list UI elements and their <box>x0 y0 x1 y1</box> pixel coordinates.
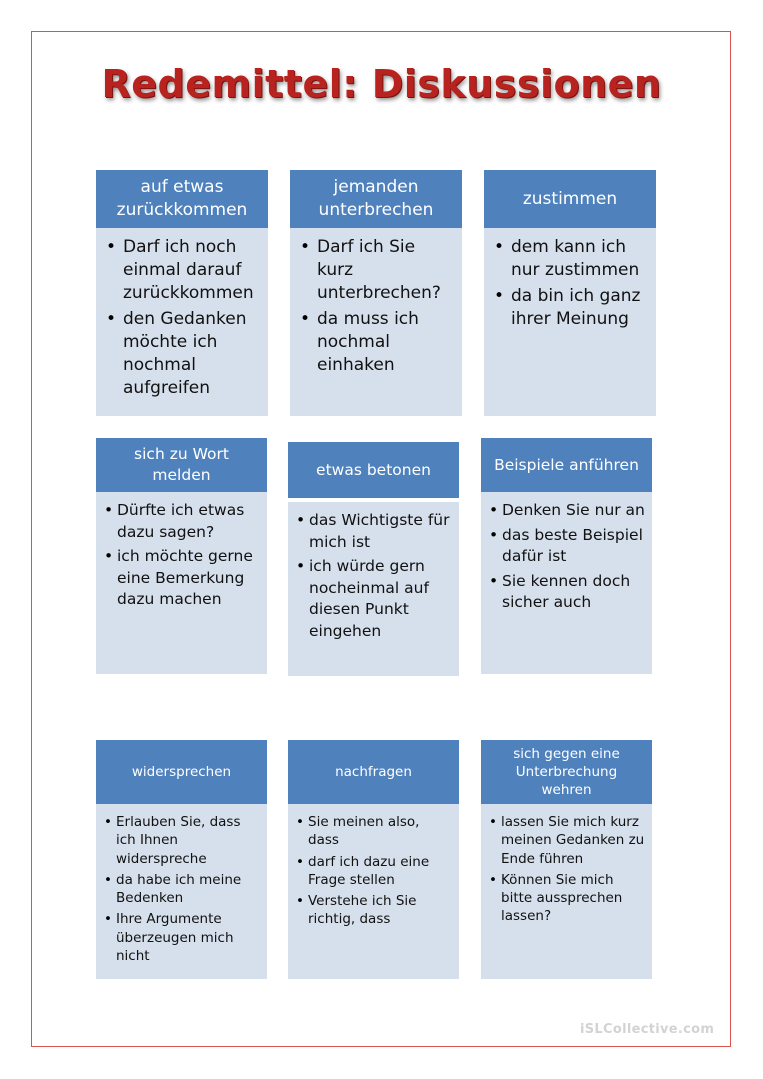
phrase-item: • ich würde gern nocheinmal auf diesen Punkt eingehen <box>309 556 453 642</box>
phrase-item: • darf ich dazu eine Frage stellen <box>308 853 453 890</box>
card-heading: zustimmen <box>484 170 656 228</box>
card-body <box>288 804 459 979</box>
card-body <box>96 804 267 979</box>
card-body <box>481 492 652 674</box>
phrase-item: • ich möchte gerne eine Bemerkung dazu machen <box>117 546 261 611</box>
card-widersprechen <box>96 740 267 979</box>
phrase-item: • Erlauben Sie, dass ich Ihnen widerspreche <box>116 813 261 868</box>
card-heading: auf etwas zurückkommen <box>96 170 268 228</box>
site-watermark: iSLCollective.com <box>580 1022 715 1037</box>
phrase-item: • Darf ich Sie kurz unterbrechen? <box>317 236 456 305</box>
phrase-item: • Darf ich noch einmal darauf zurückkommen <box>123 236 262 305</box>
phrase-item: • Dürfte ich etwas dazu sagen? <box>117 500 261 543</box>
phrase-item: • lassen Sie mich kurz meinen Gedanken zu Ende führen <box>501 813 646 868</box>
phrase-item: • dem kann ich nur zustimmen <box>511 236 650 282</box>
card-etwas-betonen <box>288 442 459 676</box>
card-body <box>484 228 656 416</box>
card-auf-etwas-zurueckkommen <box>96 170 268 416</box>
phrase-item: • das Wichtigste für mich ist <box>309 510 453 553</box>
card-heading: nachfragen <box>288 740 459 804</box>
card-body <box>290 228 462 416</box>
card-heading: sich gegen eine Unterbrechung wehren <box>481 740 652 804</box>
phrase-item: • den Gedanken möchte ich nochmal aufgreifen <box>123 308 262 400</box>
phrase-item: • da habe ich meine Bedenken <box>116 871 261 908</box>
phrase-item: • Denken Sie nur an <box>502 500 646 522</box>
phrase-item: • Sie meinen also, dass <box>308 813 453 850</box>
phrase-item: • Können Sie mich bitte aussprechen lassen? <box>501 871 646 926</box>
card-sich-zu-wort-melden <box>96 438 267 674</box>
card-nachfragen <box>288 740 459 979</box>
card-body <box>481 804 652 979</box>
card-heading: widersprechen <box>96 740 267 804</box>
phrase-item: • Verstehe ich Sie richtig, dass <box>308 892 453 929</box>
card-body <box>96 492 267 674</box>
card-heading: Beispiele anführen <box>481 438 652 492</box>
card-body <box>288 502 459 676</box>
card-heading: jemanden unterbrechen <box>290 170 462 228</box>
phrase-item: • Ihre Argumente überzeugen mich nicht <box>116 910 261 965</box>
card-beispiele-anfuehren <box>481 438 652 674</box>
page-title: Redemittel: Diskussionen <box>101 62 662 106</box>
card-gegen-unterbrechung-wehren <box>481 740 652 979</box>
card-heading: etwas betonen <box>288 442 459 498</box>
phrase-item: • da bin ich ganz ihrer Meinung <box>511 285 650 331</box>
card-heading: sich zu Wort melden <box>96 438 267 492</box>
phrase-item: • Sie kennen doch sicher auch <box>502 571 646 614</box>
phrase-item: • da muss ich nochmal einhaken <box>317 308 456 377</box>
card-zustimmen <box>484 170 656 416</box>
card-jemanden-unterbrechen <box>290 170 462 416</box>
phrase-item: • das beste Beispiel dafür ist <box>502 525 646 568</box>
card-body <box>96 228 268 416</box>
